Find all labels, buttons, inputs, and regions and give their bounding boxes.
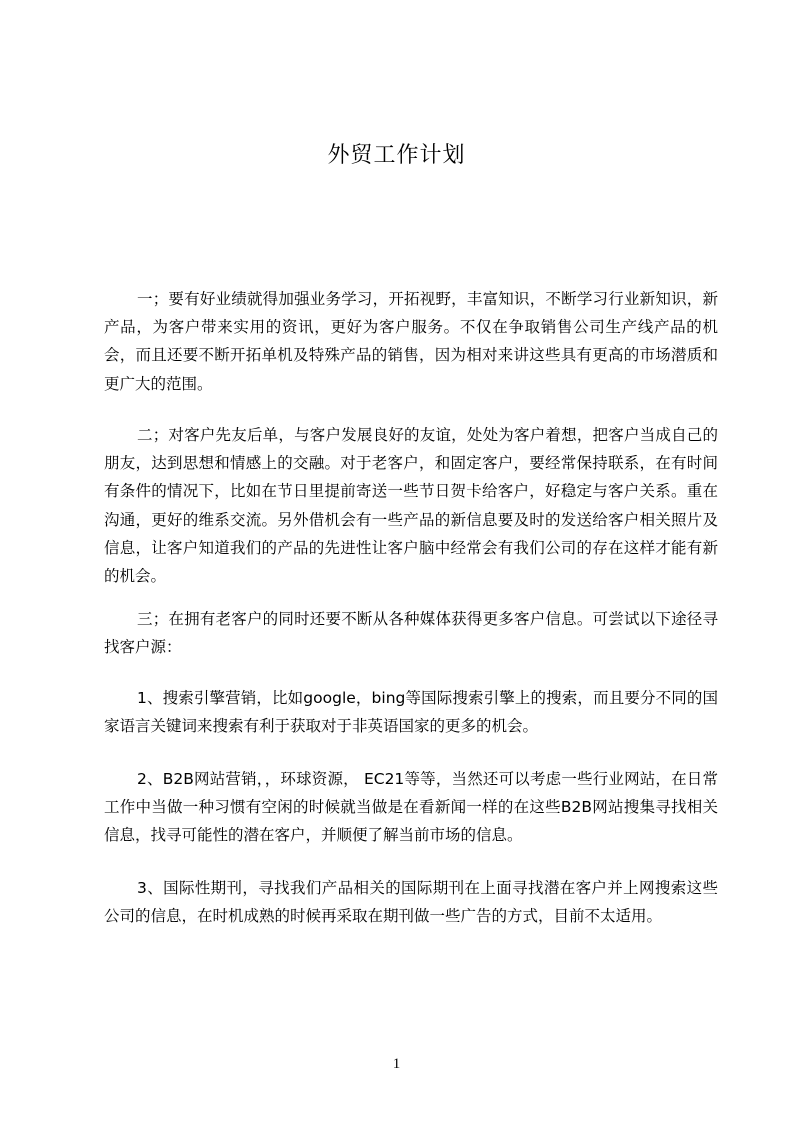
paragraph-customer-relations: 二；对客户先友后单，与客户发展良好的友谊，处处为客户着想，把客户当成自己的朋友，达到思想和情感上的交融。对于老客户，和固定客户，要经常保持联系，在有时间有条件的情况下，比如在节日里提前寄送一些节日贺卡给客户，好稳定与客户关系。重在沟通，更好的维系交流。另外借机会有一些产品的新信息要及时的发送给客户相关照片及信息，让客户知道我们的产品的先进性让客户脑中经常会有我们公司的存在这样才能有新的机会。 [104,426,718,586]
page-number: 1 [392,1056,401,1072]
document-title: 外贸工作计划 [327,143,466,168]
paragraph-customer-sources: 三；在拥有老客户的同时还要不断从各种媒体获得更多客户信息。可尝试以下途径寻找客户源： [104,610,718,657]
list-item-b2b-marketing: 2、B2B网站营销，，环球资源， EC21等等，当然还可以考虑一些行业网站，在日常工作中当做一种习惯有空闲的时候就当做是在看新闻一样的在这些B2B网站搜集寻找相关信息，找寻可能性的潜在客户，并顺便了解当前市场的信息。 [104,770,718,845]
list-item-search-engine-marketing: 1、搜索引擎营销，比如google，bing等国际搜索引擎上的搜索，而且要分不同的国家语言关键词来搜索有利于获取对于非英语国家的更多的机会。 [104,689,718,736]
list-item-international-journals: 3、国际性期刊，寻找我们产品相关的国际期刊在上面寻找潜在客户并上网搜索这些公司的信息，在时机成熟的时候再采取在期刊做一些广告的方式，目前不太适用。 [104,879,718,926]
paragraph-study: 一；要有好业绩就得加强业务学习，开拓视野，丰富知识，不断学习行业新知识，新产品，为客户带来实用的资讯，更好为客户服务。不仅在争取销售公司生产线产品的机会，而且还要不断开拓单机及特殊产品的销售，因为相对来讲这些具有更高的市场潜质和更广大的范围。 [104,290,718,393]
